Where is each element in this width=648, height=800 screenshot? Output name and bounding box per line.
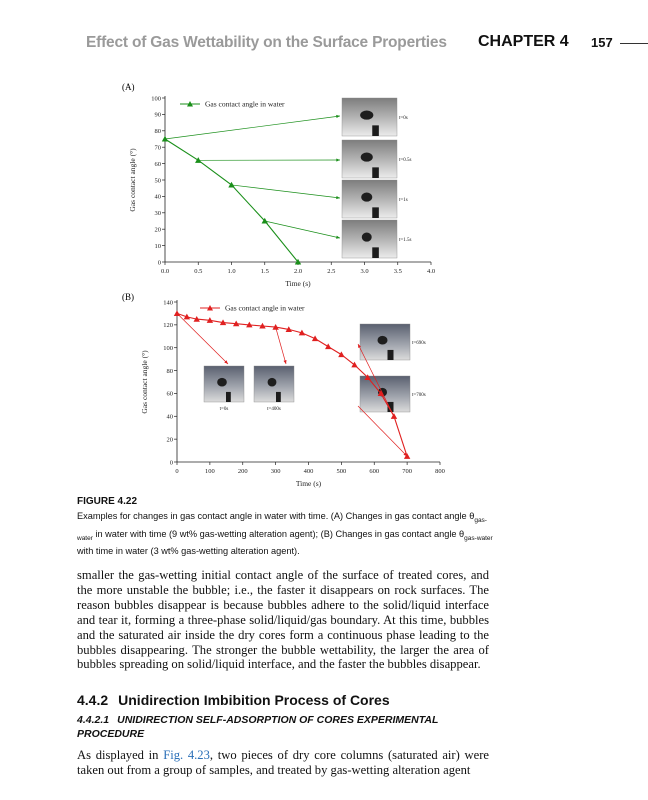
photo-time-label: t=400s — [267, 407, 281, 412]
pointer-arrow — [165, 115, 340, 139]
header-rule — [620, 43, 648, 44]
photo-time-label: t=700s — [412, 393, 426, 398]
y-axis-label: Gas contact angle (°) — [140, 350, 149, 414]
caption-subscript-2: gas-water — [464, 534, 493, 542]
y-tick-label: 50 — [154, 177, 161, 185]
core-sample — [372, 125, 379, 136]
droplet-photo — [342, 98, 408, 136]
droplet-photo — [342, 180, 408, 218]
figure-label: FIGURE 4.22 — [77, 496, 138, 507]
section-number: 4.4.2 — [77, 692, 109, 708]
y-tick-label: 20 — [166, 436, 173, 444]
data-point — [391, 413, 397, 419]
paragraph-2-end: , two pieces of dry core columns (saturated air) were taken out from a group of samples, and treated by gas-wetting alteration agent — [77, 748, 489, 777]
gas-bubble — [268, 378, 277, 387]
gas-bubble — [360, 111, 373, 120]
x-tick-label: 2.5 — [327, 268, 336, 275]
x-axis-label: Time (s) — [295, 479, 322, 488]
panel-a-label: (A) — [122, 82, 135, 92]
x-tick-label: 800 — [435, 468, 445, 475]
pointer-arrow — [232, 185, 341, 199]
y-tick-label: 80 — [166, 367, 173, 375]
y-tick-label: 40 — [154, 193, 161, 201]
gas-bubble — [361, 153, 373, 162]
x-tick-label: 3.0 — [360, 268, 369, 275]
gas-bubble — [378, 336, 388, 345]
core-sample — [372, 207, 379, 218]
legend-label: Gas contact angle in water — [205, 99, 285, 109]
photo-time-label: t=0s — [219, 407, 229, 412]
caption-text-2: in water with time (9 wt% gas-wetting alteration agent); (B) Changes in gas contact angle θ — [92, 528, 465, 539]
x-tick-label: 1.0 — [227, 268, 236, 275]
pointer-arrow — [276, 327, 287, 364]
panel-a-photos — [342, 98, 411, 258]
caption-text-1: Examples for changes in gas contact angle in water with time. (A) Changes in gas contact angle θ — [77, 511, 475, 522]
pointer-arrow — [358, 406, 407, 456]
droplet-photo — [342, 140, 411, 178]
pointer-arrow — [198, 158, 340, 161]
photo-time-label: t=0s — [399, 116, 408, 121]
x-tick-label: 100 — [205, 468, 215, 475]
photo-time-label: t=1s — [399, 198, 408, 203]
section-title: Unidirection Imbibition Process of Cores — [118, 692, 390, 708]
panel-a-series — [162, 136, 301, 265]
figure-4-22 — [120, 80, 445, 492]
y-tick-label: 20 — [154, 226, 161, 234]
data-point — [325, 343, 331, 349]
x-tick-label: 500 — [336, 468, 347, 475]
x-tick-label: 0 — [175, 468, 179, 475]
caption-subscript-1: gas-water — [77, 517, 487, 542]
droplet-photo — [342, 220, 411, 258]
subsection-title: UNIDIRECTION SELF-ADSORPTION OF CORES EXPERIMENTAL PROCEDURE — [77, 714, 439, 740]
core-sample — [226, 392, 231, 402]
x-tick-label: 1.5 — [260, 268, 269, 275]
series-line — [165, 139, 298, 262]
droplet-photo — [254, 366, 294, 412]
panel-a-legend — [180, 100, 285, 109]
caption-text-3: with time in water (3 wt% gas-wetting alteration agent). — [77, 545, 300, 556]
y-tick-label: 10 — [154, 242, 161, 250]
panel-a-arrows — [165, 115, 340, 239]
y-tick-label: 100 — [151, 95, 161, 103]
y-axis-label: Gas contact angle (°) — [128, 148, 137, 212]
photo-time-label: t=1.5s — [399, 238, 412, 243]
core-sample — [372, 167, 379, 178]
section-heading — [77, 692, 390, 708]
body-paragraph-1: smaller the gas-wetting initial contact angle of the surface of treated cores, and the more unstable the bubble; i.e., the faster it disappears on rock surfaces. The reason bubbles disappear is because bubbles adhere to the solid/liquid interface and tear it, forming a three-phase solid/liquid/gas boundary. At this time, bubbles and the saturated air inside the dry cores form a continuous phase leading to the bubbles disappearing. The stronger the bubble wettability, the larger the area of bubbles spreading on solid/liquid interface, and the faster the bubbles disappear. — [77, 568, 489, 672]
droplet-photo — [204, 366, 244, 412]
gas-bubble — [217, 378, 227, 387]
x-tick-label: 400 — [303, 468, 314, 475]
y-tick-label: 0 — [169, 459, 173, 467]
running-title: Effect of Gas Wettability on the Surface Properties — [86, 34, 447, 51]
y-tick-label: 60 — [166, 390, 173, 398]
page-number: 157 — [591, 35, 613, 50]
x-tick-label: 4.0 — [426, 268, 436, 275]
core-sample — [276, 392, 281, 402]
x-tick-label: 3.5 — [393, 268, 402, 275]
pointer-arrow — [177, 313, 228, 364]
subsection-heading — [77, 714, 497, 741]
y-tick-label: 80 — [154, 128, 161, 136]
data-point — [174, 310, 180, 316]
x-tick-label: 2.0 — [293, 268, 303, 275]
data-point — [338, 351, 344, 357]
y-tick-label: 70 — [154, 144, 161, 152]
panel-a — [122, 82, 435, 288]
x-tick-label: 0.5 — [194, 268, 203, 275]
legend-label: Gas contact angle in water — [225, 303, 305, 313]
x-axis-label: Time (s) — [285, 279, 311, 288]
y-tick-label: 40 — [166, 413, 173, 421]
gas-bubble — [362, 233, 372, 242]
y-tick-label: 90 — [154, 111, 161, 119]
pointer-arrow — [265, 221, 340, 239]
data-point — [312, 335, 318, 341]
x-tick-label: 300 — [270, 468, 281, 475]
body-paragraph-2 — [77, 748, 489, 778]
y-tick-label: 120 — [163, 322, 173, 330]
y-tick-label: 0 — [157, 259, 161, 267]
core-sample — [372, 247, 379, 258]
x-tick-label: 200 — [237, 468, 248, 475]
y-tick-label: 100 — [163, 345, 173, 353]
core-sample — [388, 350, 394, 360]
y-tick-label: 60 — [154, 160, 161, 168]
photo-time-label: t=0.5s — [399, 158, 412, 163]
figure-reference-link[interactable]: Fig. 4.23 — [163, 748, 210, 762]
subsection-number: 4.4.2.1 — [77, 714, 110, 726]
panel-b-legend — [200, 304, 305, 313]
photo-time-label: t=690s — [412, 341, 426, 346]
panel-b-label: (B) — [122, 292, 134, 302]
running-header — [0, 30, 648, 58]
paragraph-2-start: As displayed in — [77, 748, 164, 762]
figure-caption — [77, 496, 497, 557]
y-tick-label: 30 — [154, 210, 161, 218]
x-tick-label: 0.0 — [160, 268, 170, 275]
x-tick-label: 600 — [369, 468, 380, 475]
droplet-photo — [360, 324, 426, 360]
droplet-photo — [360, 376, 426, 412]
y-tick-label: 140 — [163, 299, 173, 307]
panel-b — [122, 292, 445, 488]
x-tick-label: 700 — [402, 468, 412, 475]
gas-bubble — [361, 193, 372, 202]
chapter-label: CHAPTER 4 — [478, 33, 569, 50]
